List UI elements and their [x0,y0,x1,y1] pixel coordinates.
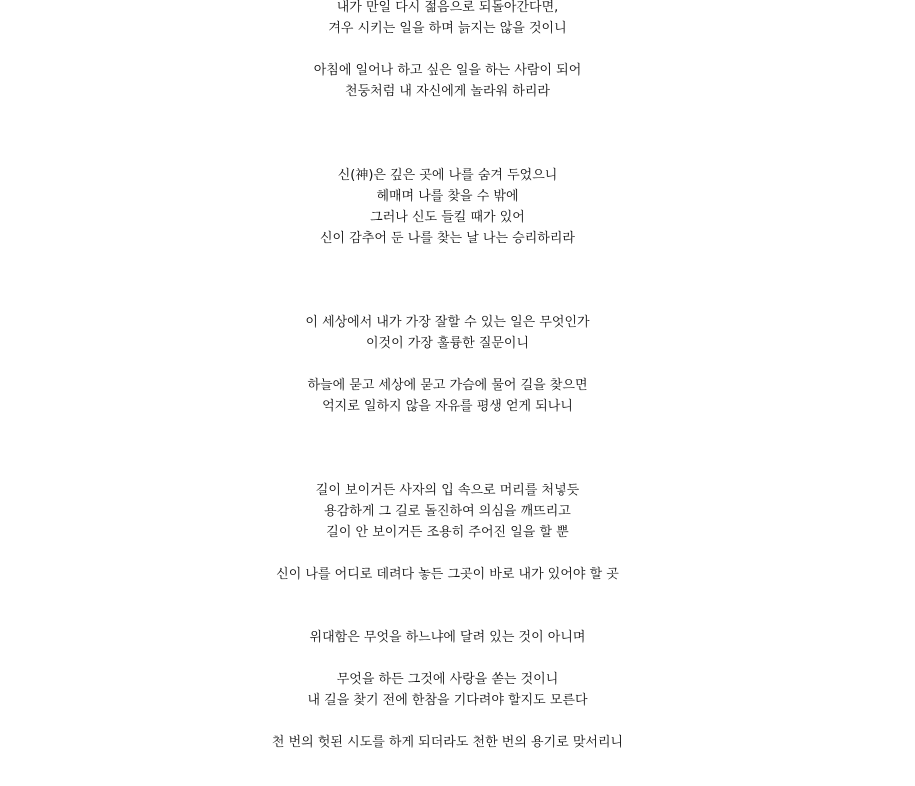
poem-line: 헤매며 나를 찾을 수 밖에 [376,189,519,204]
poem-line: 천둥처럼 내 자신에게 놀라워 하리라 [345,84,550,99]
poem-line: 그러나 신도 들킬 때가 있어 [370,210,525,225]
poem-line: 겨우 시키는 일을 하며 늙지는 않을 것이니 [328,21,567,36]
poem-line: 이것이 가장 훌륭한 질문이니 [365,336,530,351]
poem-line: 내 길을 찾기 전에 한참을 기다려야 할지도 모른다 [307,693,588,708]
poem-line: 하늘에 묻고 세상에 묻고 가슴에 물어 길을 찾으면 [307,378,588,393]
poem-line: 신이 나를 어디로 데려다 놓든 그곳이 바로 내가 있어야 할 곳 [276,567,619,582]
poem-line: 내가 만일 다시 젊음으로 되돌아간다면, [336,0,559,15]
poem-line: 위대함은 무엇을 하느냐에 달려 있는 것이 아니며 [309,630,586,645]
poem-line: 아침에 일어나 하고 싶은 일을 하는 사람이 되어 [313,63,582,78]
poem-line: 이 세상에서 내가 가장 잘할 수 있는 일은 무엇인가 [305,315,590,330]
poem-line: 길이 보이거든 사자의 입 속으로 머리를 처넣듯 [315,483,580,498]
poem-line: 길이 안 보이거든 조용히 주어진 일을 할 뿐 [326,525,569,540]
poem-line: 천 번의 헛된 시도를 하게 되더라도 천한 번의 용기로 맞서리니 [271,735,624,750]
poem-line: 신이 감추어 둔 나를 찾는 날 나는 승리하리라 [320,231,575,246]
poem-line: 용감하게 그 길로 돌진하여 의심을 깨뜨리고 [324,504,571,519]
poem-line: 무엇을 하든 그것에 사랑을 쏟는 것이니 [336,672,559,687]
poem-line: 억지로 일하지 않을 자유를 평생 얻게 되나니 [322,399,573,414]
poem-line: 신(神)은 깊은 곳에 나를 숨겨 두었으니 [337,168,558,183]
